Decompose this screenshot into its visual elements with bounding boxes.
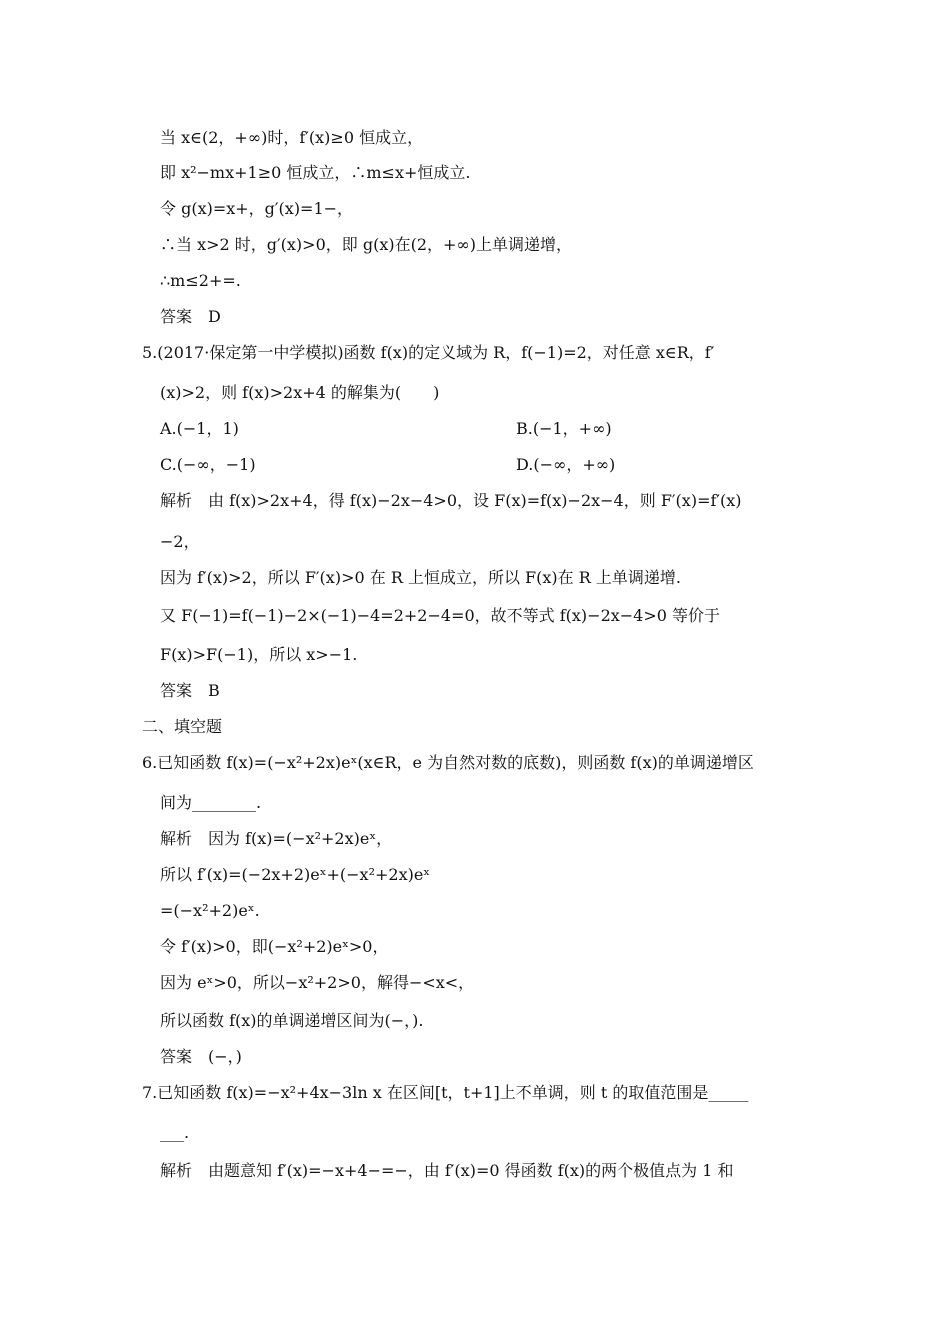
answer-line: 答案 (−，) xyxy=(160,1047,242,1066)
question-5: 5.(2017·保定第一中学模拟)函数 f(x)的定义域为 R，f(−1)=2，对任意 x∈R，f′ xyxy=(142,343,715,362)
solution-line: F(x)>F(−1)，所以 x>−1. xyxy=(160,645,358,664)
answer-line: 答案 D xyxy=(160,307,221,326)
answer-line: 答案 B xyxy=(160,681,220,700)
solution-line: −2， xyxy=(160,532,200,551)
option-d: D.(−∞，+∞) xyxy=(516,455,616,474)
option-c: C.(−∞，−1) xyxy=(160,455,256,474)
solution-line: 因为 eˣ>0，所以−x²+2>0，解得−<x<， xyxy=(160,973,475,992)
solution-line: 即 x²−mx+1≥0 恒成立，∴m≤x+恒成立. xyxy=(160,163,471,182)
solution-line: 又 F(−1)=f(−1)−2×(−1)−4=2+2−4=0，故不等式 f(x)−2x−4>0 等价于 xyxy=(160,606,721,625)
solution-line: ∴m≤2+=. xyxy=(160,271,241,290)
option-a: A.(−1，1) xyxy=(160,419,239,438)
solution-line: 所以函数 f(x)的单调递增区间为(−，). xyxy=(160,1011,424,1030)
solution-line: 解析 由 f(x)>2x+4，得 f(x)−2x−4>0，设 F(x)=f(x)−2x−4，则 F′(x)=f′(x) xyxy=(160,491,742,510)
solution-line: 令 g(x)=x+，g′(x)=1−， xyxy=(160,199,354,218)
solution-line: ∴当 x>2 时，g′(x)>0，即 g(x)在(2，+∞)上单调递增， xyxy=(160,235,572,254)
solution-line: 所以 f′(x)=(−2x+2)eˣ+(−x²+2x)eˣ xyxy=(160,865,431,884)
question-6-cont: 间为________. xyxy=(160,793,262,812)
solution-line: 令 f′(x)>0，即(−x²+2)eˣ>0， xyxy=(160,937,389,956)
solution-line: 当 x∈(2，+∞)时，f′(x)≥0 恒成立， xyxy=(160,128,424,147)
question-5-cont: (x)>2，则 f(x)>2x+4 的解集为( ) xyxy=(160,383,440,402)
question-6: 6.已知函数 f(x)=(−x²+2x)eˣ(x∈R，e 为自然对数的底数)，则函数 f(x)的单调递增区 xyxy=(142,753,754,772)
solution-line: 解析 因为 f(x)=(−x²+2x)eˣ， xyxy=(160,829,393,848)
option-b: B.(−1，+∞) xyxy=(516,419,612,438)
solution-line: 解析 由题意知 f′(x)=−x+4−=−，由 f′(x)=0 得函数 f(x)的两个极值点为 1 和 xyxy=(160,1161,734,1180)
solution-line: =(−x²+2)eˣ. xyxy=(160,901,260,920)
section-heading: 二、填空题 xyxy=(142,717,223,736)
question-7: 7.已知函数 f(x)=−x²+4x−3ln x 在区间[t，t+1]上不单调，则 t 的取值范围是_____ xyxy=(142,1083,749,1102)
solution-line: 因为 f′(x)>2，所以 F′(x)>0 在 R 上恒成立，所以 F(x)在 R 上单调递增. xyxy=(160,568,681,587)
question-7-cont: ___. xyxy=(160,1123,190,1142)
